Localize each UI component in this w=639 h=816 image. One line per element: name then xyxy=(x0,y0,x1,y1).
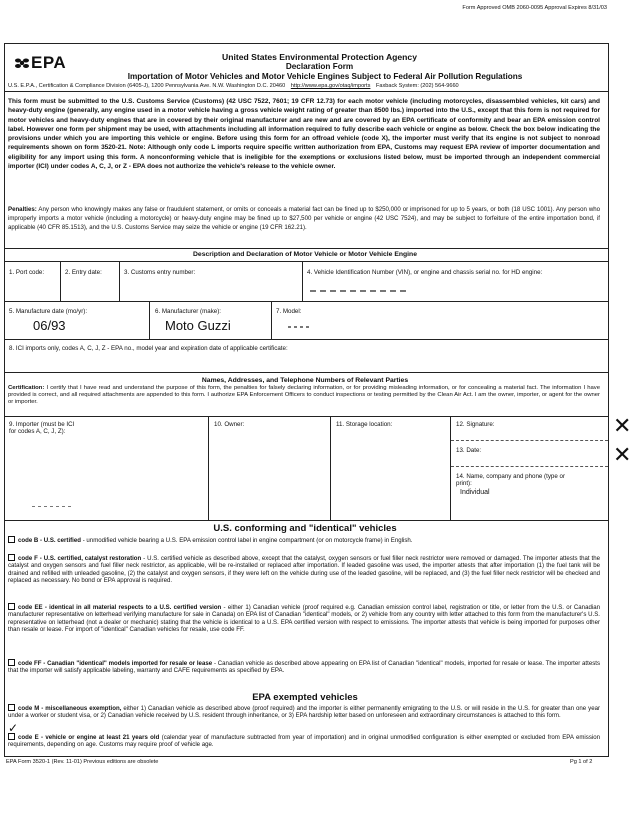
code-ff-label: code FF - Canadian "identical" models imported for resale or lease xyxy=(18,660,213,667)
name-company-phone-field[interactable]: 14. Name, company and phone (type or print): xyxy=(456,473,566,488)
code-e-text: (calendar year of manufacture subtracted from year of importation) and in original unmodified configuration is either exempted or excluded from EPA emission requirements, depending on age. Customs may require proof of vehicle age. xyxy=(8,734,601,749)
certification-paragraph xyxy=(8,385,600,407)
ici-certificate-field[interactable]: 8. ICI imports only, codes A, C, J, Z - EPA no., model year and expiration date of applicable certificate: xyxy=(9,345,288,352)
code-b-text: - unmodified vehicle bearing a U.S. EPA emission control label in engine compartment (or on motorcycle frame) in English. xyxy=(82,537,413,544)
names-title: Names, Addresses, and Telephone Numbers of Relevant Parties xyxy=(201,377,409,384)
penalties-paragraph xyxy=(8,206,600,232)
epa-logo-text: EPA xyxy=(31,53,67,72)
signature-field[interactable]: 12. Signature: xyxy=(456,421,495,428)
us-conforming-title: U.S. conforming and "identical" vehicles xyxy=(213,523,397,534)
x-mark-date: ✕ xyxy=(613,443,632,468)
date-field[interactable]: 13. Date: xyxy=(456,447,482,454)
entry-date-field[interactable]: 2. Entry date: xyxy=(65,269,102,276)
address-line xyxy=(8,83,459,90)
penalties-label: Penalties: xyxy=(8,206,37,213)
form-approval-line: Form Approved OMB 2060-0095 Approval Expires 8/31/03 xyxy=(462,5,607,11)
penalties-text: Any person who knowingly makes any false or fraudulent statement, or omits or conceals a material fact can be fined up to $250,000 or imprisoned for up to 5 years, or both (18 USC 1001). Any person who improperly imports a motor vehicle (including a motorcycle) or heavy-duty engine may be fined up to $27,500 per vehicle or engine (42 USC 7524), and may be subject to forfeiture of the entire importation bond, if applicable (40 CFR 85.1513), and the U.S. Customs Service may seize the vehicle or engine (19 CFR 162.21). xyxy=(8,206,601,231)
form-subtitle: Importation of Motor Vehicles and Motor Vehicle Engines Subject to Federal Air Pollution Regulations xyxy=(127,72,523,81)
code-ee-label: code EE - identical in all material respects to a U.S. certified version xyxy=(18,604,222,611)
code-m-label: code M - miscellaneous exemption, xyxy=(18,705,122,712)
epa-exempted-title: EPA exempted vehicles xyxy=(252,692,358,703)
agency-name: United States Environmental Protection Agency xyxy=(222,52,417,62)
owner-field[interactable]: 10. Owner: xyxy=(214,421,245,428)
code-e-checkmark: ✓ xyxy=(8,721,19,735)
code-m-checkbox[interactable] xyxy=(8,704,15,711)
code-ff-text: - Canadian vehicle as described above appearing on EPA list of Canadian "identical" models, imported for resale or lease. The importer attests that the importer will satisfy applicable labeling, warranty and CAFE requirements as specified by EPA. xyxy=(8,660,600,675)
model-redacted xyxy=(288,326,312,328)
description-title: Description and Declaration of Motor Vehicle or Motor Vehicle Engine xyxy=(193,251,417,258)
x-mark-signature: ✕ xyxy=(613,414,632,439)
name-company-phone-value: Individual xyxy=(460,489,490,496)
code-ee-checkbox[interactable] xyxy=(8,603,15,610)
intro-paragraph: This form must be submitted to the U.S. Customs Service (Customs) (42 USC 7522, 7601; 19 CFR 12.73) for each motor vehicle (including motorcycles, disassembled vehicles, kit cars) and heavy-duty engine (generally, any engine used in a motor vehicle having a gross vehicle weight rating of greater than 8500 lbs.) imported into the U.S., except that this form is not required for motor vehicles and heavy-duty engines that are in covered by their original manufacturer and are new and are covered by an EPA certificate of conformity and bear an EPA emission control label. However one form per shipment may be used, with attachments including all information required to fully describe each vehicle or engine as below. Check the box below indicating the provisions under which you are importing this vehicle or engine. Before using this form for an offroad vehicle (code X), the importer must verify that its engine is not subject to nonroad requirements shown on form 3520-21. Note: Although only code L imports require specific written authorization from EPA, Customs may request EPA review of importer documentation and eligibility for any import using this form. A nonconforming vehicle that is ineligible for the exemptions or exclusions listed below, must be imported through an independent commercial importer (ICI) under codes A, C, J, or Z - EPA does not authorize the vehicle's release to the vehicle owner. xyxy=(8,98,600,171)
code-m-option[interactable] xyxy=(8,704,600,720)
manufacture-date-value: 06/93 xyxy=(33,318,66,333)
website-link[interactable]: http://www.epa.gov/otaq/imports xyxy=(290,83,371,89)
address: U.S. E.P.A., Certification & Compliance Division (6405-J), 1200 Pennsylvania Ave. N.W. Washington D.C. 20460 xyxy=(8,83,286,89)
code-ff-checkbox[interactable] xyxy=(8,659,15,666)
manufacturer-field[interactable]: 6. Manufacturer (make): xyxy=(155,308,222,315)
importer-field[interactable]: 9. Importer (must be ICI for codes A, C, J, Z): xyxy=(9,421,75,436)
vin-field[interactable]: 4. Vehicle Identification Number (VIN), or engine and chassis serial no. for HD engine: xyxy=(307,269,543,276)
code-ee-text: - either 1) Canadian vehicle (proof required e.g. Canadian emission control label, registration or title, or letter from the U.S. or Canadian manufacturer representative on letterhead verifying manufacture for sale in Canada) on EPA list of Canadian "identical" models, or 2) vehicle from any country with letter attached to this form from the manufacturer's U.S. representative on letterhead (not a dealer or mechanic) stating that the vehicle is identical to a U.S. EPA certified version with respect to emissions. The importer attests that vehicle is being imported for purposes other than resale or lease. For import of "identical" Canadian vehicles for resale, use code FF. xyxy=(8,604,600,634)
code-b-option[interactable] xyxy=(8,536,600,544)
port-code-field[interactable]: 1. Port code: xyxy=(9,269,45,276)
code-f-checkbox[interactable] xyxy=(8,554,15,561)
manufacturer-value: Moto Guzzi xyxy=(165,318,231,333)
vin-redacted xyxy=(310,290,410,292)
code-m-text: either 1) Canadian vehicle as described above (proof required) and the importer is either permanently emigrating to the U.S. or will reside in the U.S. for greater than one year under a worker or student visa, or 2) Canadian vehicle received by U.S. resident through inheritance, or 3) EPA hardship letter based on unforeseen and extraordinary circumstances is attached to this form. xyxy=(8,705,600,720)
certification-label: Certification: xyxy=(8,385,45,391)
customs-entry-field[interactable]: 3. Customs entry number: xyxy=(124,269,196,276)
footer-page-number: Pg 1 of 2 xyxy=(570,759,593,765)
certification-text: I certify that I have read and understand the purpose of this form, the penalties for falsely declaring information, or for providing misleading information, or for concealing a material fact. The information I have provided is correct, and all required attachments are appended to this form. I authorize EPA Enforcement Officers to conduct inspections or testing permitted by the Clean Air Act. I am the owner, importer, or agent for the owner or importer. xyxy=(8,385,600,406)
manufacture-date-field[interactable]: 5. Manufacture date (mo/yr): xyxy=(9,308,88,315)
code-f-text: - U.S. certified vehicle as described above, except that the catalyst, oxygen sensors or fuel filler neck restrictor were removed or damaged. The importer attests that the catalyst and oxygen sensors and fuel filler neck restrictor, as applicable, will be re-installed or replaced after importation. If leaded gasoline was used, the importer attests that after importation (1) the fuel tank will be drained and refilled with unleaded gasoline, (2) the catalyst and oxygen sensors, if they were left on the vehicle during use of the leaded gasoline, will be replaced, and (3) the fuel filler neck restrictor will be checked and replaced as necessary. No bond or EPA approval is required. xyxy=(8,555,600,585)
code-ff-option[interactable] xyxy=(8,659,600,675)
code-e-option[interactable] xyxy=(8,721,601,749)
code-e-checkbox[interactable] xyxy=(8,721,19,740)
storage-location-field[interactable]: 11. Storage location: xyxy=(336,421,393,428)
model-field[interactable]: 7. Model: xyxy=(276,308,302,315)
code-b-label: code B - U.S. certified xyxy=(18,537,81,544)
code-e-label: code E - vehicle or engine at least 21 years old xyxy=(18,734,160,741)
form-title: Declaration Form xyxy=(285,62,354,71)
footer-form-number: EPA Form 3520-1 (Rev. 11-01) Previous editions are obsolete xyxy=(6,759,159,765)
faxback: Faxback System: (202) 564-9660 xyxy=(375,83,459,89)
importer-redacted xyxy=(32,506,72,507)
code-f-option[interactable] xyxy=(8,554,600,585)
code-ee-option[interactable] xyxy=(8,603,600,634)
code-f-label: code F - U.S. certified, catalyst restoration xyxy=(18,555,142,562)
code-b-checkbox[interactable] xyxy=(8,536,15,543)
